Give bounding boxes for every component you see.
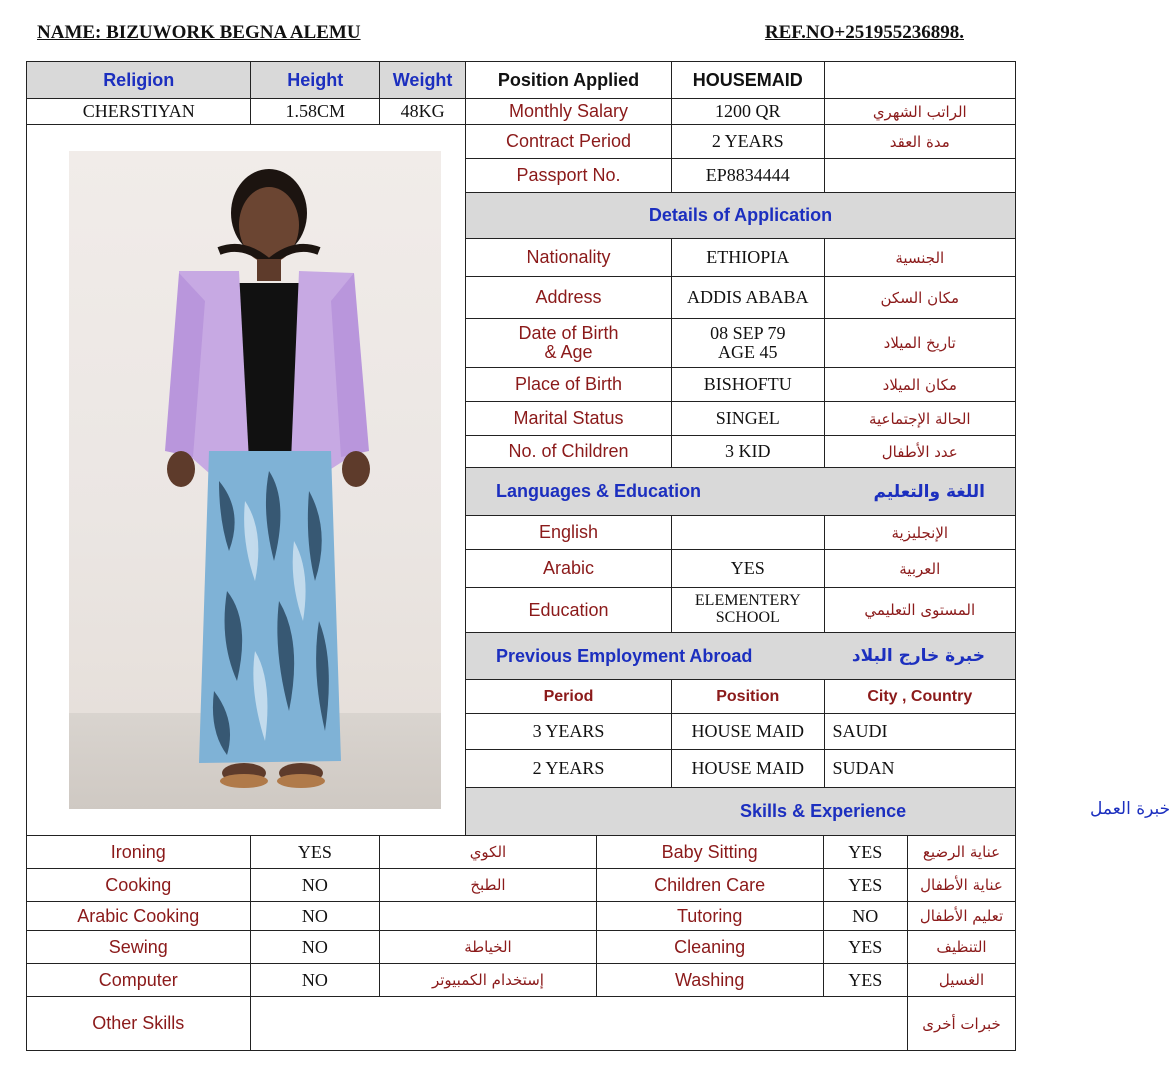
skills-section-title [466, 788, 1170, 836]
passport-empty-cell [824, 159, 1015, 193]
arabic-arabic: العربية [824, 550, 1015, 588]
children-value: 3 KID [672, 436, 825, 468]
marital-status-arabic: الحالة الإجتماعية [824, 402, 1015, 436]
languages-title-ar: اللغة والتعليم [873, 481, 985, 502]
arabic-label: Arabic [466, 550, 672, 588]
marital-status-label: Marital Status [466, 402, 672, 436]
children-arabic: عدد الأطفال [824, 436, 1015, 468]
nationality-value: ETHIOPIA [672, 239, 825, 277]
passport-value: EP8834444 [672, 159, 825, 193]
skill-value: YES [250, 836, 380, 869]
skill-label: Ironing [27, 836, 251, 869]
skill-value: YES [823, 964, 907, 997]
education-value-line1: ELEMENTERY [694, 592, 801, 610]
skill-arabic: تعليم الأطفال [908, 902, 1016, 931]
english-value [672, 516, 825, 550]
dob-label-line2: & Age [544, 342, 593, 362]
contract-period-arabic: مدة العقد [824, 125, 1015, 159]
cv-table [26, 61, 1170, 1051]
languages-title-en: Languages & Education [496, 481, 702, 501]
weight-header: Weight [380, 62, 466, 99]
skill-arabic: الغسيل [908, 964, 1016, 997]
skills-title-ar: خبرة العمل [1090, 799, 1170, 819]
dob-value-line1: 08 SEP 79 [710, 323, 786, 344]
employment-row-period: 3 YEARS [466, 714, 672, 750]
date-of-birth-value [672, 319, 825, 368]
employment-row-position: HOUSE MAID [672, 714, 825, 750]
position-applied-label: Position Applied [466, 62, 672, 99]
skill-label: Baby Sitting [596, 836, 823, 869]
nationality-label: Nationality [466, 239, 672, 277]
skill-value: NO [250, 931, 380, 964]
education-value-line2: SCHOOL [715, 609, 780, 626]
address-value: ADDIS ABABA [672, 277, 825, 319]
employment-row-position: HOUSE MAID [672, 750, 825, 788]
person-figure [69, 151, 441, 809]
address-arabic: مكان السكن [824, 277, 1015, 319]
passport-label: Passport No. [466, 159, 672, 193]
place-of-birth-arabic: مكان الميلاد [824, 368, 1015, 402]
other-skills-label: Other Skills [27, 997, 251, 1051]
employment-title-ar: خبرة خارج البلاد [851, 646, 985, 666]
languages-section-title [466, 468, 1016, 516]
skill-label: Tutoring [596, 902, 823, 931]
date-of-birth-arabic: تاريخ الميلاد [824, 319, 1015, 368]
skill-value: YES [823, 836, 907, 869]
employment-row-country: SAUDI [824, 714, 1015, 750]
skill-value: NO [823, 902, 907, 931]
monthly-salary-value: 1200 QR [672, 99, 825, 125]
skill-label: Cooking [27, 869, 251, 902]
skill-value: NO [250, 902, 380, 931]
reference-number: REF.NO+251955236898. [764, 22, 964, 43]
skill-arabic [380, 902, 597, 931]
height-header: Height [251, 62, 380, 99]
date-of-birth-label [466, 319, 672, 368]
other-skills-arabic: خبرات أخرى [908, 997, 1016, 1051]
skill-arabic: عناية الرضيع [908, 836, 1016, 869]
candidate-photo [69, 151, 441, 809]
details-section-title: Details of Application [466, 193, 1016, 239]
place-of-birth-value: BISHOFTU [672, 368, 825, 402]
skill-label: Computer [27, 964, 251, 997]
skill-arabic: عناية الأطفال [908, 869, 1016, 902]
english-label: English [466, 516, 672, 550]
employment-row-country: SUDAN [824, 750, 1015, 788]
education-value [672, 588, 825, 633]
skill-value: NO [250, 964, 380, 997]
employment-section-title [466, 633, 1016, 680]
skill-label: Cleaning [596, 931, 823, 964]
position-applied-value: HOUSEMAID [672, 62, 825, 99]
place-of-birth-label: Place of Birth [466, 368, 672, 402]
candidate-name: NAME: BIZUWORK BEGNA ALEMU [37, 22, 361, 43]
children-label: No. of Children [466, 436, 672, 468]
skill-arabic: إستخدام الكمبيوتر [380, 964, 597, 997]
skill-label: Children Care [596, 869, 823, 902]
employment-period-header: Period [466, 680, 672, 714]
skill-arabic: التنظيف [908, 931, 1016, 964]
skill-label: Sewing [27, 931, 251, 964]
skill-label: Arabic Cooking [27, 902, 251, 931]
contract-period-label: Contract Period [466, 125, 672, 159]
skill-arabic: الخياطة [380, 931, 597, 964]
employment-position-header: Position [672, 680, 825, 714]
position-empty-cell [824, 62, 1015, 99]
contract-period-value: 2 YEARS [672, 125, 825, 159]
arabic-value: YES [672, 550, 825, 588]
skill-value: NO [250, 869, 380, 902]
skill-value: YES [823, 869, 907, 902]
employment-row-period: 2 YEARS [466, 750, 672, 788]
height-value: 1.58CM [251, 99, 380, 125]
photo-cell [27, 125, 466, 836]
skill-label: Washing [596, 964, 823, 997]
skill-arabic: الكوي [380, 836, 597, 869]
dob-value-line2: AGE 45 [718, 342, 778, 362]
religion-value: CHERSTIYAN [27, 99, 251, 125]
weight-value: 48KG [380, 99, 466, 125]
nationality-arabic: الجنسية [824, 239, 1015, 277]
skills-title-en: Skills & Experience [740, 801, 907, 821]
religion-header: Religion [27, 62, 251, 99]
address-label: Address [466, 277, 672, 319]
education-arabic: المستوى التعليمي [824, 588, 1015, 633]
skill-value: YES [823, 931, 907, 964]
dob-label-line1: Date of Birth [518, 323, 619, 344]
monthly-salary-arabic: الراتب الشهري [824, 99, 1015, 125]
employment-country-header: City , Country [824, 680, 1015, 714]
other-skills-value [250, 997, 908, 1051]
monthly-salary-label: Monthly Salary [466, 99, 672, 125]
employment-title-en: Previous Employment Abroad [496, 645, 753, 666]
education-label: Education [466, 588, 672, 633]
skill-arabic: الطبخ [380, 869, 597, 902]
english-arabic: الإنجليزية [824, 516, 1015, 550]
marital-status-value: SINGEL [672, 402, 825, 436]
